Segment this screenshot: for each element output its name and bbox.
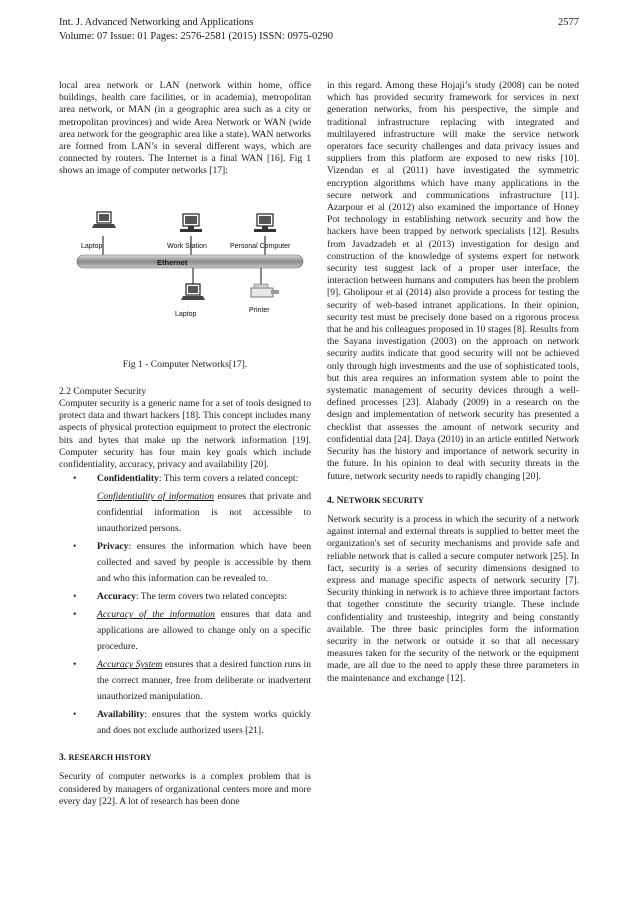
laptop-icon (92, 212, 116, 228)
laptop-icon (181, 284, 205, 300)
journal-title: Int. J. Advanced Networking and Applications (59, 17, 254, 28)
page-number: 2577 (558, 17, 579, 28)
section-4-heading: 4. NETWORK SECURITY (327, 494, 424, 506)
workstation-icon (180, 214, 202, 232)
section-2-2-heading: 2.2 Computer Security (59, 385, 147, 397)
security-goals-list (59, 471, 311, 739)
list-item: • Accuracy: The term covers two related concepts: (73, 591, 288, 603)
list-item: • Confidentiality: This term covers a related concept: (73, 473, 299, 485)
intro-paragraph: local area network or LAN (network within home, office buildings, health care facilities, or in academia), metropolitan area network, or MAN (in a geographic area such as a city or metropolitan provinces) and wide Area Network or WAN (wide area network for the geographic area like a state). WAN networks are formed from LAN’s in several different ways, which are connected by routers. The Internet is a final WAN [16]. Fig 1 shows an image of computer networks [17]: (59, 80, 311, 177)
list-item: • Privacy: ensures the information which have been collected and saved by people is accessible by them and who this information can be revealed to. (73, 541, 311, 585)
list-item: Confidentiality of information ensures that private and confidential information is not accessible to unauthorized persons. (97, 491, 311, 535)
personal-computer-icon (254, 214, 276, 232)
section-3-body: Security of computer networks is a complex problem that is considered by managers of organizational centers more and more every day [22]. A lot of research has been done (59, 771, 311, 807)
personal-computer-label: Personal Computer (230, 242, 291, 250)
page-header (59, 16, 579, 44)
list-item: • Availability: ensures that the system works quickly and does not exclude authorized users [21]. (73, 709, 311, 737)
research-history-paragraph: in this regard. Among these Hojaji’s study (2008) can be noted which has provided security framework for services in next generation networks, from his perspective, the simple and traditional infrastructure replacing with integrated and multilayered infrastructure will make the service network operators face security challenges and data privacy issues and suppliers from this platform are exposed to new risks [10]. Vizendan et al (2011) have investigated the symmetric encryption algorithms which have many applications in the secure network and communications infrastructure [11]. Azarpour et al (2012) also examined the importance of Honey Pot technology in establishing network security and how the hackers have been trapped by network specialists [12]. Results from Javadzadeh et al (2013) investigation for design and construction of the knowledge of systems expert for network security test suggest lack of a proper user interface, the interaction between humans and computers has been the problem [9]. Gholipour et al (2014) also provide a process for testing the security of web-based intranet applications. In their opinion, security test must be precisely done based on a rigorous process that he and his colleagues proposed in 10 stages [8]. Results from the Sayana investigation (2003) on the approach on network security audits indicate that good security will not be achieved only through high investments and the use of sophisticated tools, but this area requires an information system able to point the systematic management of security devices through a well-defined processes [23]. Alabady (2009) in a research on the design and implementation of network security has presented a checklist that assesses the amount of network security and confidential data [24]. Daya (2010) in an article entitled Network Security has the history and importance of network security in the future. In his opinion to deal with security threats in the future, network security needs to rapidly changing [20]. (327, 80, 579, 482)
ethernet-cable (77, 255, 303, 268)
workstation-label: Work Station (167, 242, 207, 250)
journal-volume-info: Volume: 07 Issue: 01 Pages: 2576-2581 (2015) ISSN: 0975-0290 (59, 31, 333, 42)
list-item: • Accuracy System ensures that a desired function runs in the correct manner, free from deliberate or inadvertent unauthorized manipulation. (73, 659, 311, 703)
right-column (327, 80, 579, 685)
printer-label: Printer (249, 306, 270, 314)
list-item: • Accuracy of the information ensures that data and applications are allowed to change only on a specific procedure. (73, 609, 311, 653)
figure-caption: Fig 1 - Computer Networks[17]. (122, 358, 248, 370)
network-figure (59, 208, 311, 338)
section-4-body: Network security is a process in which the security of a network against internal and external threats is supplied to better meet the organization's set of security mechanisms and provide safe and reliable network that is called a secure computer network [25]. In fact, security is a series of security dimensions designed to express and manage specific aspects of network security [7]. Security thinking in network is to achieve three important factors that together constitute the security triangle. These include confidentiality and trusteeship, integrity and being constantly available. The three basic principles form the information security in the network or outside it so that all necessary measures taken for the security of the network or the equipment made, are all due to the need to apply these three parameters in the maintenance and exchange [12]. (327, 513, 579, 684)
laptop-bottom-label: Laptop (175, 310, 197, 318)
section-3-heading: 3. RESEARCH HISTORY (59, 752, 152, 764)
network-diagram (59, 208, 311, 338)
ethernet-label: Ethernet (157, 257, 188, 267)
printer-icon (251, 284, 279, 297)
left-column (59, 80, 311, 808)
section-2-2-body: Computer security is a generic name for a set of tools designed to protect data and thwart hackers [18]. This concept includes many aspects of physical protection equipment to protect the electronic bits and bytes that make up the network information [19]. Computer security has four main key goals which include confidentiality, accuracy, privacy and availability [20]. (59, 398, 311, 471)
laptop-label: Laptop (81, 242, 103, 250)
